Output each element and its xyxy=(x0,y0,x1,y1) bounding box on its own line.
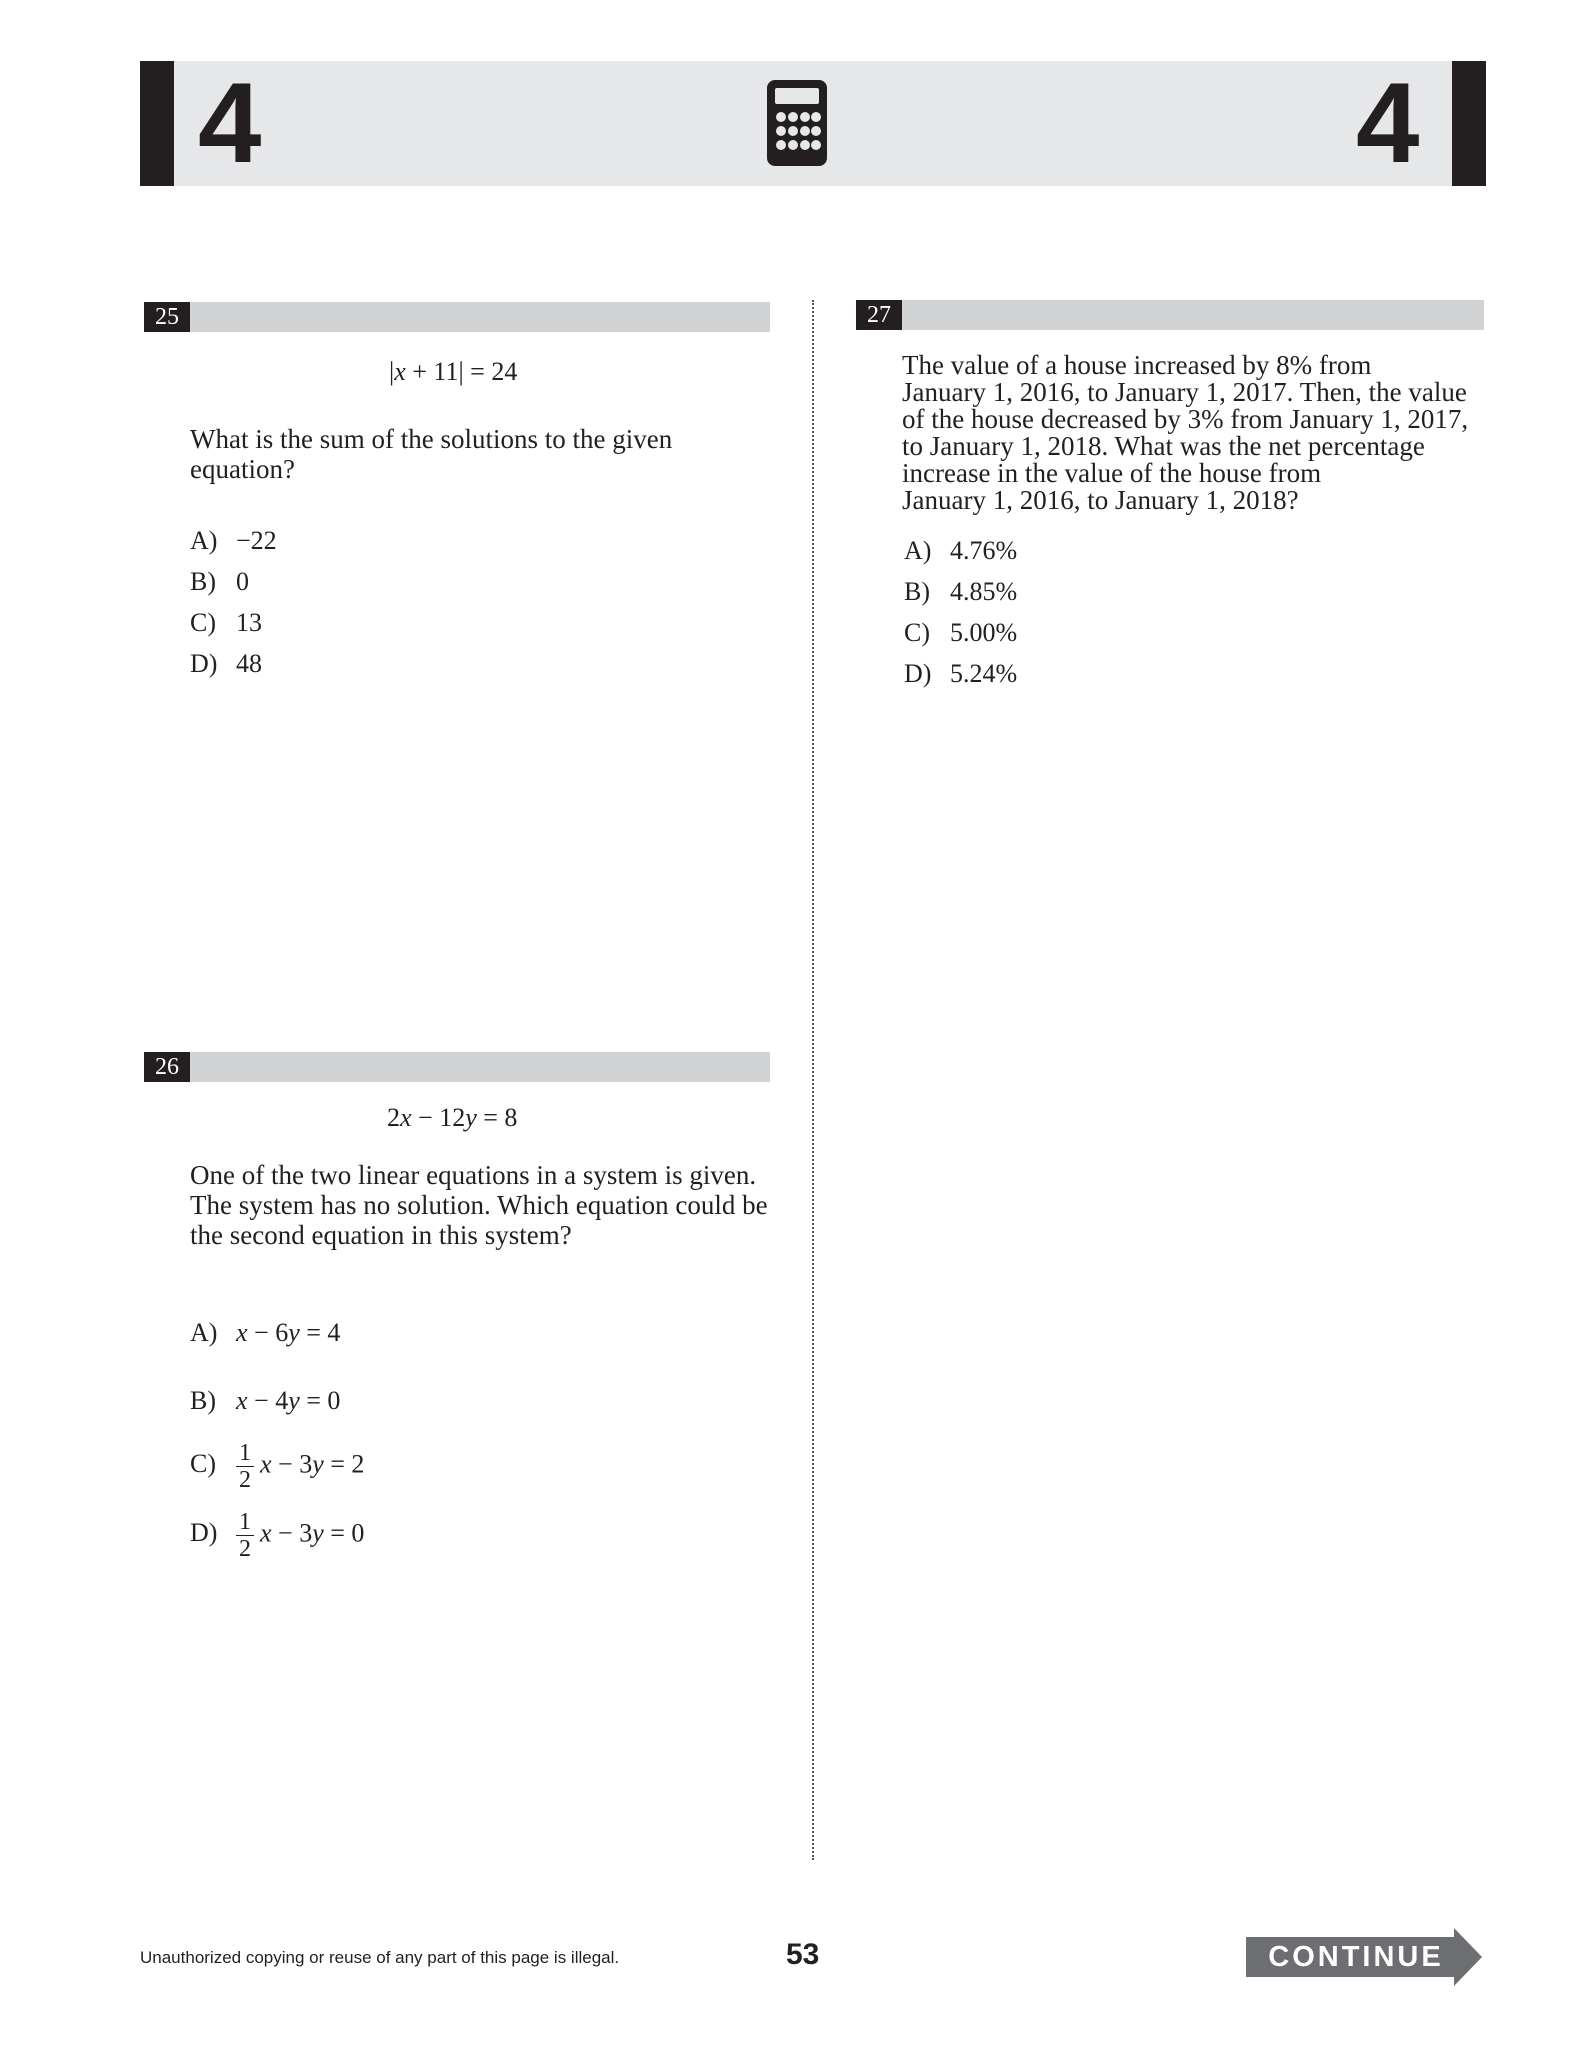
prompt-line: January 1, 2016, to January 1, 2018? xyxy=(902,485,1299,515)
answer-choice-b[interactable]: B) 0 xyxy=(190,567,249,596)
question-27-prompt xyxy=(902,352,1482,514)
question-25-header-bar xyxy=(144,302,770,332)
section-number-left: 4 xyxy=(198,60,262,187)
question-number: 26 xyxy=(144,1052,190,1082)
question-27-header-bar xyxy=(856,300,1484,330)
answer-choice-c[interactable]: C) $\frac{1}{2}$ x − 3y = 2 xyxy=(190,1440,365,1493)
question-25-equation: |x + 11| = 24 xyxy=(389,357,518,386)
answer-choice-a[interactable]: A) x − 6y = 4 xyxy=(190,1318,341,1347)
question-26-equation: 2x − 12y = 8 xyxy=(387,1103,518,1132)
calculator-icon xyxy=(766,79,828,167)
question-26-prompt: One of the two linear equations in a system is given. The system has no solution. Which equation could be the second equation in this system? xyxy=(190,1160,768,1250)
header-bar-left xyxy=(140,61,174,186)
answer-choice-d[interactable]: D) 48 xyxy=(190,649,262,678)
answer-choice-a[interactable]: A) 4.76% xyxy=(904,536,1018,565)
fraction: $\frac{1}{2}$ xyxy=(236,1440,254,1493)
question-26-header-bar xyxy=(144,1052,770,1082)
section-number-right: 4 xyxy=(1356,60,1420,187)
answer-choice-a[interactable]: A) −22 xyxy=(190,526,277,555)
prompt-line: The value of a house increased by 8% from xyxy=(902,350,1372,380)
prompt-line: of the house decreased by 3% from January 1, 2017, xyxy=(902,404,1469,434)
question-number: 25 xyxy=(144,302,190,332)
question-25-prompt: What is the sum of the solutions to the given equation? xyxy=(190,424,673,484)
answer-choice-d[interactable]: D) 5.24% xyxy=(904,659,1018,688)
answer-choice-c[interactable]: C) 13 xyxy=(190,608,262,637)
answer-choice-b[interactable]: B) x − 4y = 0 xyxy=(190,1386,341,1415)
prompt-line: increase in the value of the house from xyxy=(902,458,1322,488)
fraction: $\frac{1}{2}$ xyxy=(236,1509,254,1562)
answer-choice-c[interactable]: C) 5.00% xyxy=(904,618,1018,647)
continue-label: CONTINUE xyxy=(1268,1941,1444,1973)
page-number: 53 xyxy=(786,1938,820,1971)
answer-choice-b[interactable]: B) 4.85% xyxy=(904,577,1018,606)
prompt-line: January 1, 2016, to January 1, 2017. Then, the value xyxy=(902,377,1467,407)
answer-choice-d[interactable]: D) $\frac{1}{2}$ x − 3y = 0 xyxy=(190,1509,365,1562)
header-bar-right xyxy=(1452,61,1486,186)
question-number: 27 xyxy=(856,300,902,330)
column-divider xyxy=(812,300,814,1860)
prompt-line: to January 1, 2018. What was the net percentage xyxy=(902,431,1425,461)
copyright-notice: Unauthorized copying or reuse of any part of this page is illegal. xyxy=(140,1948,620,1967)
